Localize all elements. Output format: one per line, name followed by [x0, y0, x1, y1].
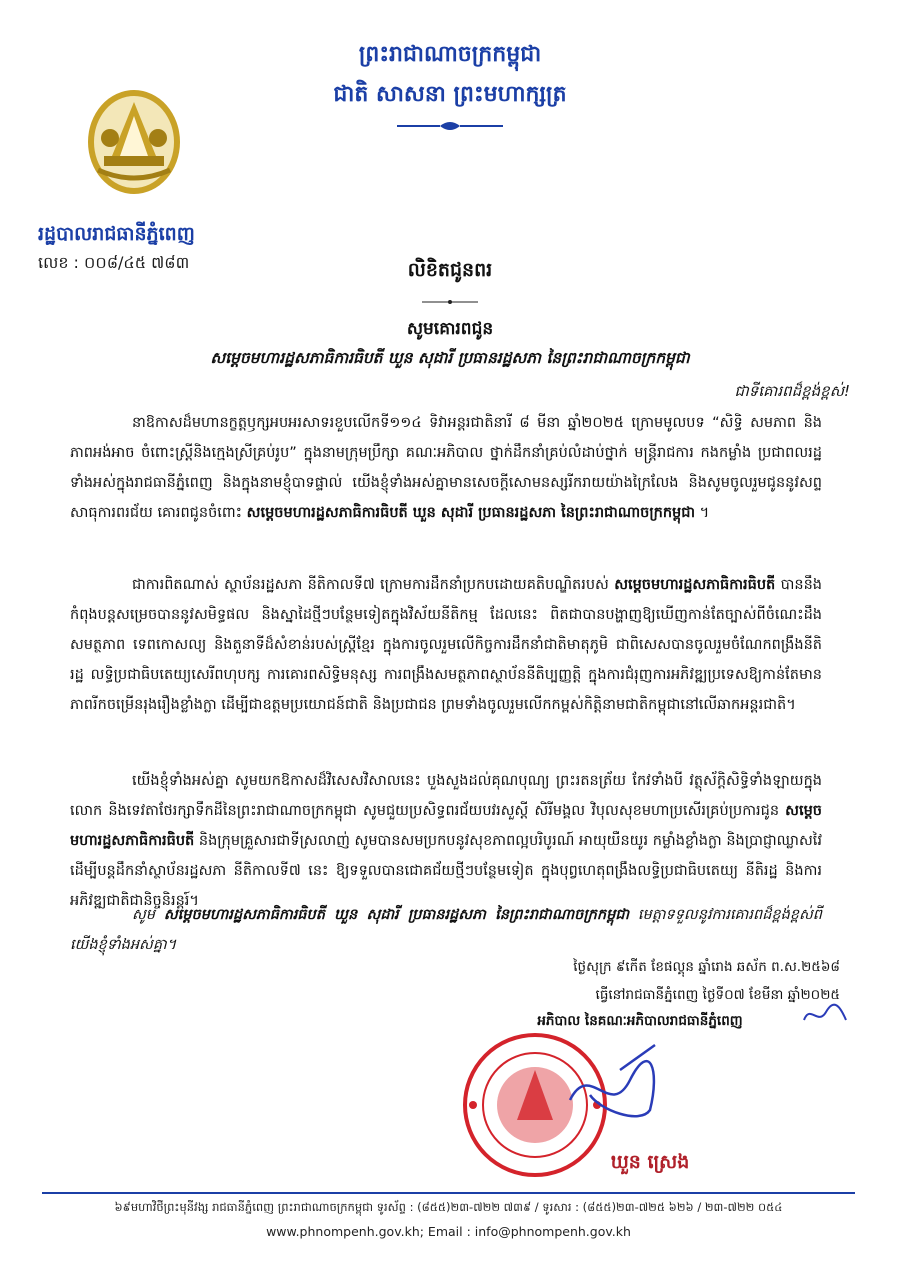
signatory-role: អភិបាល នៃគណៈអភិបាលរាជធានីភ្នំពេញ — [537, 1013, 743, 1029]
motto-ornament — [395, 118, 505, 132]
paragraph-4-text-b: មេត្តាទទួលនូវការគោរពដ៏ខ្ពង់ខ្ពស់ពីយើងខ្ញុំទាំងអស់គ្នា។ — [70, 907, 822, 953]
paragraph-1-recipient: សម្តេចមហារដ្ឋសភាធិការធិបតី ឃួន សុដារី ប្រធានរដ្ឋសភា នៃព្រះរាជាណាចក្រកម្ពុជា — [246, 505, 696, 521]
website-link[interactable]: www.phnompenh.gov.kh — [266, 1224, 420, 1239]
paragraph-1 — [70, 408, 822, 528]
footer-address: ៦៩មហាវិថីព្រះមុនីវង្ស រាជធានីភ្នំពេញ ព្រះរាជាណាចក្រកម្ពុជា ទូរស័ព្ទ : (៨៥៥)២៣-៧២២ ៧៣៩ / ទូរសារ : (៨៥៥)២៣-៧២៥ ៦២៦ / ២៣-៧២២ ០៥៤ — [114, 1200, 783, 1214]
initials-mark — [800, 1000, 850, 1030]
paragraph-4 — [70, 900, 822, 960]
kingdom-heading: ព្រះរាជាណាចក្រកម្ពុជា — [358, 42, 542, 67]
paragraph-4-recipient: សម្តេចមហារដ្ឋសភាធិការធិបតី ឃួន សុដារី ប្រធានរដ្ឋសភា នៃព្រះរាជាណាចក្រកម្ពុជា — [163, 907, 630, 923]
paragraph-1-text: នាឱកាសដ៏មហានក្ខត្តឫក្សអបអរសាទរខួបលើកទី១១៤ ទិវាអន្តរជាតិនារី ៨ មីនា ឆ្នាំ២០២៥ ក្រោមមូលបទ “សិទ្ធិ សមភាព និងភាពអង់អាច ចំពោះស្ត្រីនិងក្មេងស្រីគ្រប់រូប” ក្នុងនាមក្រុមប្រឹក្សា គណៈអភិបាល ថ្នាក់ដឹកនាំគ្រប់លំដាប់ថ្នាក់ មន្ត្រីរាជការ កងកម្លាំង ប្រជាពលរដ្ឋទាំងអស់ក្នុងរាជធានីភ្នំពេញ និងក្នុងនាមខ្ញុំបាទផ្ទាល់ យើងខ្ញុំទាំងអស់គ្នាមានសេចក្តីសោមនស្សរីករាយយ៉ាងក្រៃលែង និងសូមចូលរួមជូននូវសព្ទសាធុការពរជ័យ គោរពជូនចំពោះ — [70, 415, 822, 521]
paragraph-1-end: ។ — [695, 505, 710, 521]
footer-contact — [40, 1224, 857, 1239]
institution-name: រដ្ឋបាលរាជធានីភ្នំពេញ — [38, 223, 195, 245]
paragraph-2 — [70, 570, 822, 720]
paragraph-3-text-b: និងក្រុមគ្រួសារជាទីស្រលាញ់ សូមបានសមប្រកបនូវសុខភាពល្អបរិបូរណ៍ អាយុយឺនយូរ កម្លាំងខ្លាំងក្លា និងប្រាជ្ញាឈ្លាសវៃ ដើម្បីបន្តដឹកនាំស្ថាប័នរដ្ឋសភា នីតិកាលទី៧ នេះ ឱ្យទទួលបានជោគជ័យថ្មីៗបន្ថែមទៀត ក្នុងបុព្វហេតុពង្រឹងលទ្ធិប្រជាធិបតេយ្យ នីតិរដ្ឋ និងការអភិវឌ្ឍជាតិជានិច្ចនិរន្តរ៍។ — [70, 833, 822, 909]
lunar-date: ថ្ងៃសុក្រ ៩កើត ខែផល្គុន ឆ្នាំរោង ឆស័ក ព.ស.២៥៦៨ — [573, 959, 840, 975]
paragraph-3-text-a: យើងខ្ញុំទាំងអស់គ្នា សូមយកឱកាសដ៏វិសេសវិសាលនេះ បួងសួងដល់គុណបុណ្យ ព្រះរតនត្រ័យ កែវទាំងបី វត្ថុស័ក្តិសិទ្ធិទាំងឡាយក្នុងលោក និងទេវតាថែរក្សាទឹកដីនៃព្រះរាជាណាចក្រកម្ពុជា សូមជួយប្រសិទ្ធពរជ័យបវរសួស្តី សិរីមង្គល វិបុលសុខមហាប្រសើរគ្រប់ប្រការជូន — [70, 773, 822, 819]
document-title: លិខិតជូនពរ — [407, 259, 493, 281]
reference-number: លេខ : ០០៨/៤៥ ៧៨៣ — [38, 253, 190, 272]
email-link[interactable]: ; Email : info@phnompenh.gov.kh — [419, 1224, 631, 1239]
solar-date: ធ្វើនៅរាជធានីភ្នំពេញ ថ្ងៃទី០៧ ខែមីនា ឆ្នាំ២០២៥ — [595, 987, 840, 1003]
signatory-name: ឃួន ស្រេង — [610, 1151, 690, 1173]
salutation-line: សូមគោរពជូន — [406, 319, 494, 339]
signature-mark — [560, 1040, 670, 1130]
title-ornament — [420, 291, 480, 299]
emblem-logo — [86, 86, 182, 196]
paragraph-2-title: សម្តេចមហារដ្ឋសភាធិការធិបតី — [614, 577, 776, 593]
paragraph-4-text-a: សូម — [132, 907, 164, 923]
respect-line: ជាទីគោរពដ៏ខ្ពង់ខ្ពស់! — [734, 382, 850, 400]
paragraph-3 — [70, 766, 822, 916]
paragraph-3-title: សម្តេចមហារដ្ឋសភាធិការធិបតី — [70, 803, 822, 849]
paragraph-2-text-b: បាននឹងកំពុងបន្តសម្រេចបាននូវសមិទ្ធផល និងស្នាដៃថ្មីៗបន្ថែមទៀតក្នុងវិស័យនីតិកម្ម ដែលនេះ ពិតជាបានបង្ហាញឱ្យឃើញកាន់តែច្បាស់ពីចំណេះដឹង សមត្ថភាព ទេពកោសល្យ និងតួនាទីដ៏សំខាន់របស់ស្ត្រីខ្មែរ ក្នុងការចូលរួមលើកិច្ចការដឹកនាំជាតិមាតុភូមិ ជាពិសេសបានចូលរួមចំណែកពង្រឹងនីតិរដ្ឋ លទ្ធិប្រជាធិបតេយ្យសេរីពហុបក្ស ការគោរពសិទ្ធិមនុស្ស ការពង្រឹងសមត្ថភាពស្ថាប័ននីតិប្បញ្ញត្តិ ក្នុងការជំរុញការអភិវឌ្ឍប្រទេសឱ្យកាន់តែមានភាពរីកចម្រើនរុងរឿងខ្លាំងក្លា ដើម្បីជាឧត្តមប្រយោជន៍ជាតិ និងប្រជាជន ព្រមទាំងចូលរួមលើកកម្ពស់កិត្តិនាមជាតិកម្ពុជានៅលើឆាកអន្តរជាតិ។ — [70, 577, 822, 713]
recipient-line: សម្តេចមហារដ្ឋសភាធិការធិបតី ឃួន សុដារី ប្រធានរដ្ឋសភា នៃព្រះរាជាណាចក្រកម្ពុជា — [210, 349, 690, 367]
paragraph-2-text-a: ជាការពិតណាស់ ស្ថាប័នរដ្ឋសភា នីតិកាលទី៧ ក្រោមការដឹកនាំប្រកបដោយគតិបណ្ឌិតរបស់ — [132, 577, 615, 593]
motto-heading: ជាតិ សាសនា ព្រះមហាក្សត្រ — [333, 82, 567, 107]
footer-rule — [42, 1192, 855, 1194]
